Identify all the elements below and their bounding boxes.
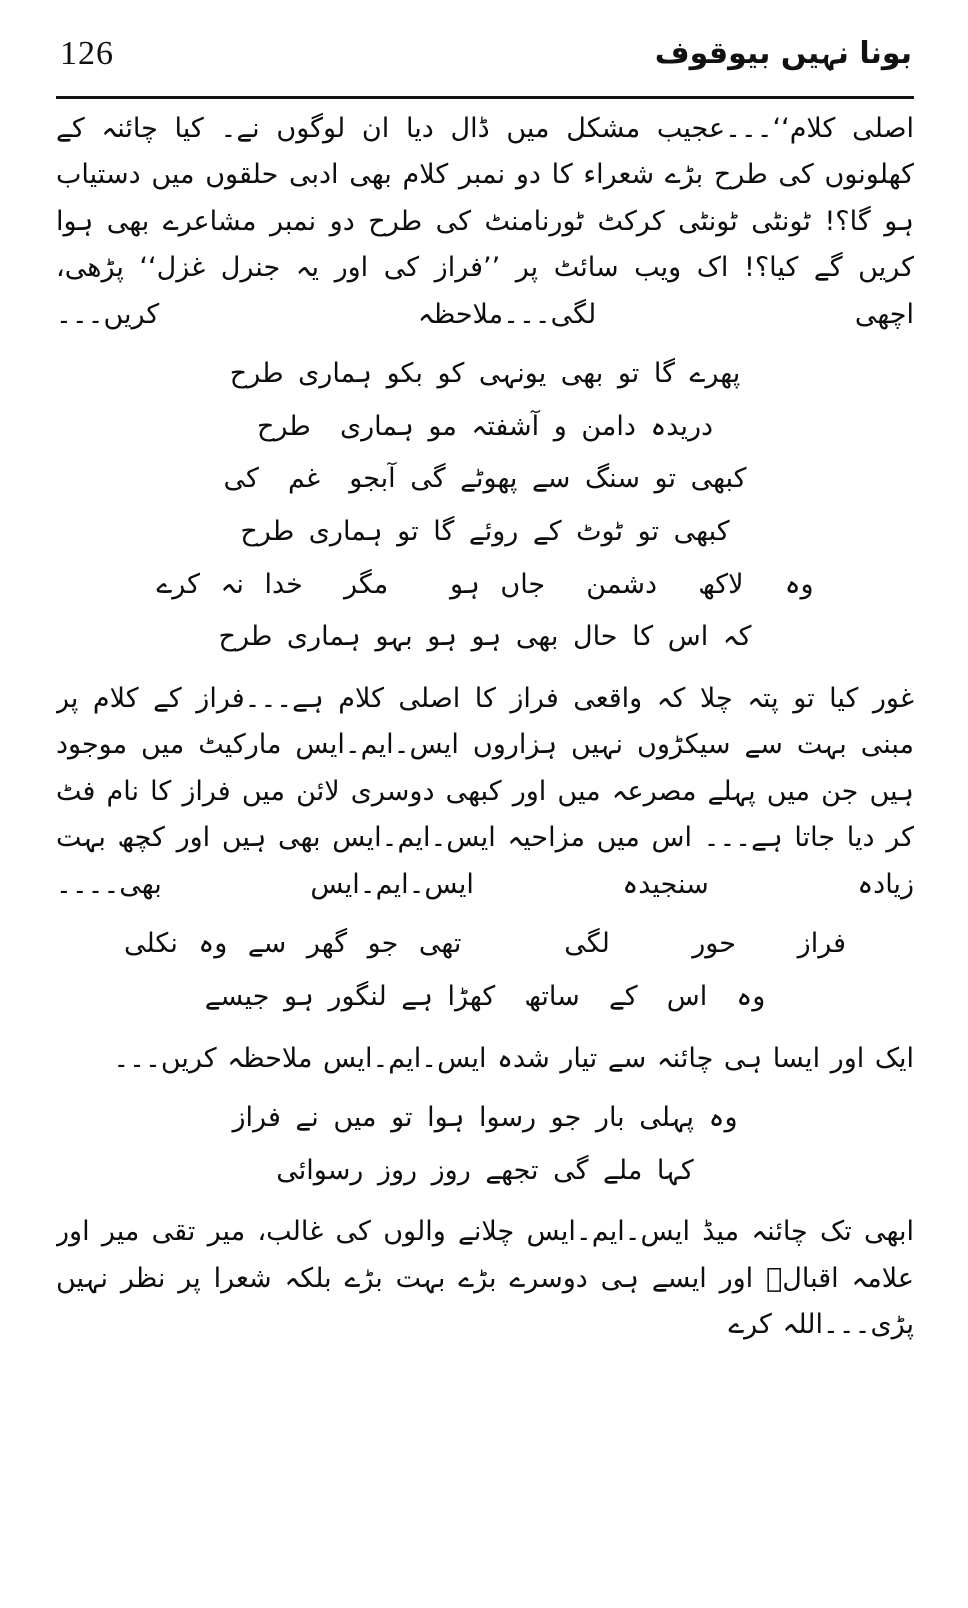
paragraph-3: ایک اور ایسا ہی چائنہ سے تیار شدہ ایس۔ایم۔ایس ملاحظہ کریں۔۔۔: [113, 1042, 914, 1074]
paragraph-2: غور کیا تو پتہ چلا کہ واقعی فراز کا اصلی کلام ہے۔۔۔فراز کے کلام پر مبنی بہت سے سیکڑوں نہیں ہزاروں ایس۔ایم۔ایس مارکیٹ میں موجود ہیں جن میں پہلے مصرعہ میں اور کبھی دوسری لائن میں فراز کا نام فٹ کر دیا جاتا ہے۔۔۔ اس میں مزاحیہ ایس۔ایم۔ایس بھی ہیں اور کچھ بہت زیادہ سنجیدہ ایس۔ایم۔ایس بھی۔۔۔۔: [56, 683, 914, 900]
header-divider: [56, 96, 914, 99]
verse-line: دریدہ دامن و آشفتہ مو ہماری طرح: [256, 410, 714, 442]
verse-line: کبھی تو سنگ سے پھوٹے گی آبجو غم کی: [223, 463, 747, 495]
verse-line: وہ لاکھ دشمن جاں ہو مگر خدا نہ کرے: [156, 568, 814, 600]
paragraph-1: اصلی کلام‘‘۔۔۔عجیب مشکل میں ڈال دیا ان لوگوں نے۔ کیا چائنہ کے کھلونوں کی طرح بڑے شعراء کا دو نمبر کلام بھی ادبی حلقوں میں دستیاب ہو گا؟! ٹونٹی ٹونٹی کرکٹ ٹورنامنٹ کی طرح دو نمبر مشاعرے بھی ہوا کریں گے کیا؟! اک ویب سائٹ پر ’’فراز کی اور یہ جنرل غزل‘‘ پڑھی، اچھی لگی۔۔۔ملاحظہ کریں۔۔۔: [56, 113, 914, 330]
verse-line: وہ اس کے ساتھ کھڑا ہے لنگور ہو جیسے: [204, 980, 766, 1012]
running-title: بونا نہیں بیوقوف: [654, 36, 912, 71]
verse-block-1: [56, 348, 914, 664]
page-number: 126: [60, 35, 114, 72]
paragraph-4: ابھی تک چائنہ میڈ ایس۔ایم۔ایس چلانے والوں کی غالب، میر تقی میر اور علامہ اقبالؒ اور ایسے ہی دوسرے بڑے بہت بڑے بلکہ شعرا پر نظر نہیں پڑی۔۔۔اللہ کرے: [56, 1216, 914, 1341]
verse-block-3: [56, 1092, 914, 1197]
verse-line: فراز حور لگی تھی جو گھر سے وہ نکلی: [123, 928, 847, 960]
verse-line: کہا ملے گی تجھے روز روز رسوائی: [276, 1154, 694, 1186]
page-body: [56, 106, 914, 1600]
page-header: [60, 26, 912, 82]
verse-line: پھرے گا تو بھی یونہی کو بکو ہماری طرح: [229, 358, 741, 390]
verse-line: کہ اس کا حال بھی ہو ہو بہو ہماری طرح: [218, 621, 752, 653]
verse-line: کبھی تو ٹوٹ کے روئے گا تو ہماری طرح: [240, 516, 730, 548]
verse-block-2: [56, 918, 914, 1023]
verse-line: وہ پہلی بار جو رسوا ہوا تو میں نے فراز: [232, 1101, 738, 1133]
